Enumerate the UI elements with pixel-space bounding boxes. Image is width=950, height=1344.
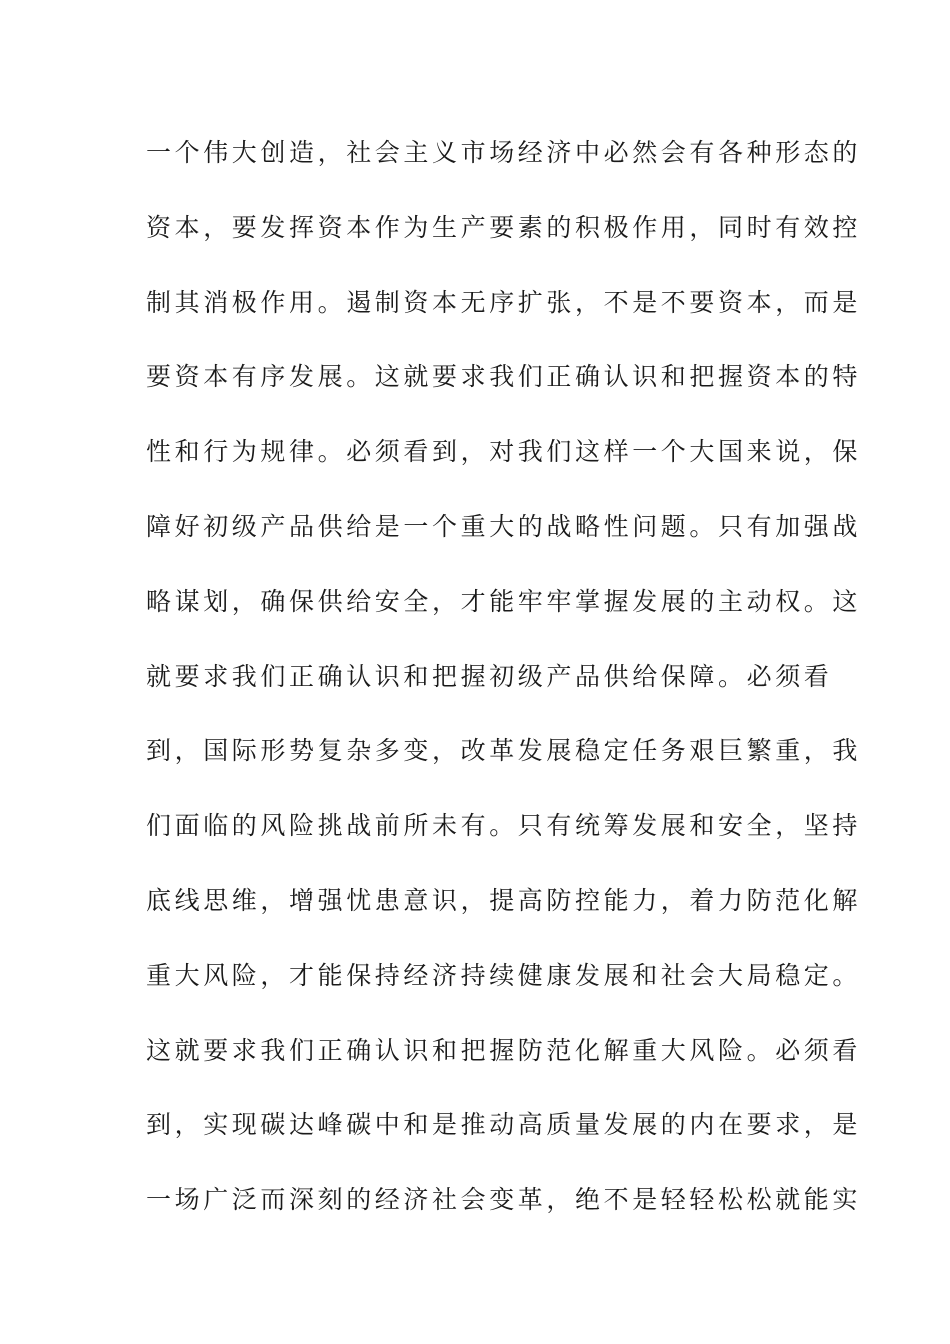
text-line: 到，国际形势复杂多变，改革发展稳定任务艰巨繁重，我 bbox=[146, 736, 862, 766]
text-line: 资本，要发挥资本作为生产要素的积极作用，同时有效控 bbox=[146, 212, 862, 242]
text-line: 就要求我们正确认识和把握初级产品供给保障。必须看 bbox=[146, 661, 833, 691]
text-line: 底线思维，增强忧患意识，提高防控能力，着力防范化解 bbox=[146, 885, 862, 915]
text-line: 重大风险，才能保持经济持续健康发展和社会大局稳定。 bbox=[146, 960, 862, 990]
text-line: 要资本有序发展。这就要求我们正确认识和把握资本的特 bbox=[146, 362, 862, 392]
text-line: 到，实现碳达峰碳中和是推动高质量发展的内在要求，是 bbox=[146, 1110, 862, 1140]
text-line: 一场广泛而深刻的经济社会变革，绝不是轻轻松松就能实 bbox=[146, 1185, 862, 1215]
body-text bbox=[146, 128, 862, 1250]
text-line: 性和行为规律。必须看到，对我们这样一个大国来说，保 bbox=[146, 437, 862, 467]
text-line: 们面临的风险挑战前所未有。只有统筹发展和安全，坚持 bbox=[146, 811, 862, 841]
text-line: 一个伟大创造，社会主义市场经济中必然会有各种形态的 bbox=[146, 138, 862, 167]
text-line: 略谋划，确保供给安全，才能牢牢掌握发展的主动权。这 bbox=[146, 586, 862, 616]
text-line: 这就要求我们正确认识和把握防范化解重大风险。必须看 bbox=[146, 1035, 862, 1065]
text-line: 制其消极作用。遏制资本无序扩张，不是不要资本，而是 bbox=[146, 287, 862, 317]
text-line: 障好初级产品供给是一个重大的战略性问题。只有加强战 bbox=[146, 511, 862, 541]
